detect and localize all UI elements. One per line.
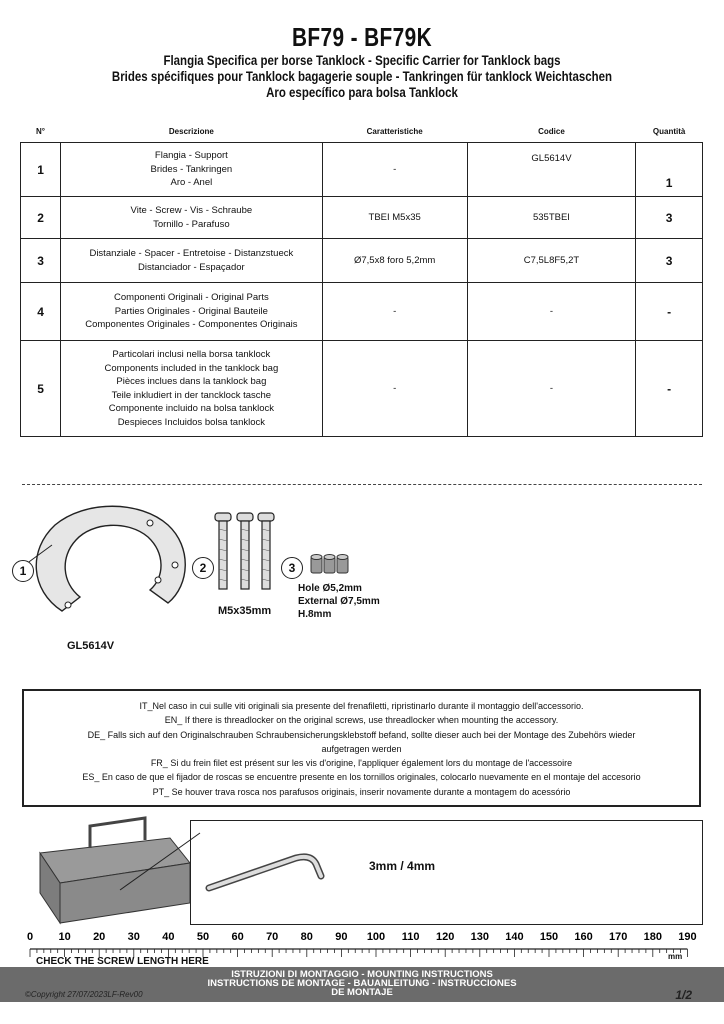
row-characteristics: - — [322, 143, 467, 197]
desc-line: Brides - Tankringen — [150, 163, 233, 175]
row-code: C7,5L8F5,2T — [467, 239, 636, 283]
note-line: PT_ Se houver trava rosca nos parafusos originais, inserir novamente durante a montagem do acessório — [152, 786, 571, 797]
row-description — [61, 341, 323, 437]
row-number: 3 — [21, 239, 61, 283]
row-code: 535TBEI — [467, 197, 636, 239]
spacer-external: External Ø7,5mm — [298, 596, 380, 607]
screws-drawing — [215, 513, 274, 589]
row-quantity: - — [636, 283, 703, 341]
row-number: 2 — [21, 197, 61, 239]
ruler-unit: mm — [668, 952, 683, 961]
table-row — [21, 341, 703, 437]
desc-line: Despieces Incluidos bolsa tanklock — [117, 416, 266, 428]
desc-line: Particolari inclusi nella borsa tanklock — [112, 349, 271, 360]
document-title: BF79 - BF79K — [291, 22, 433, 52]
spacer-height: H.8mm — [298, 609, 332, 620]
note-line: ES_ En caso de que el fijador de roscas se encuentre presente en los tornillos originales, colocarlo nuevamente en el montaje del accesorio — [82, 772, 641, 783]
ruler-label: 180 — [643, 931, 662, 943]
row-number: 1 — [21, 143, 61, 197]
table-row — [21, 239, 703, 283]
desc-line: Components included in the tanklock bag — [104, 362, 279, 374]
desc-line: Distanciador - Espaçador — [138, 261, 245, 273]
row-description — [61, 239, 323, 283]
callout-1: 1 — [12, 560, 34, 582]
callout-3: 3 — [281, 557, 303, 579]
row-quantity: 3 — [636, 239, 703, 283]
desc-line: Aro - Anel — [170, 177, 213, 189]
note-line: EN_ If there is threadlocker on the original screws, use threadlocker when mounting the accessory. — [164, 715, 559, 726]
col-header-characteristics: Caratteristiche — [366, 126, 423, 136]
flange-code-label: GL5614V — [67, 640, 115, 652]
desc-line: Componentes Originales - Componentes Originais — [85, 319, 298, 331]
table-row — [21, 197, 703, 239]
note-line: DE_ Falls sich auf den Originalschrauben Schraubensicherungsklebstoff befand, sollte dieser auch bei der Montage des Zubehörs wieder — [87, 729, 636, 740]
ruler-label: 90 — [335, 931, 348, 943]
footer-line-3: DE MONTAJE — [331, 987, 393, 998]
row-description — [61, 143, 323, 197]
flange-drawing — [36, 506, 185, 611]
spacer-hole: Hole Ø5,2mm — [298, 583, 362, 594]
ruler-label: 40 — [162, 931, 175, 943]
ruler-label: 10 — [58, 931, 71, 943]
row-characteristics: - — [322, 341, 467, 437]
toolbox-drawing — [20, 808, 200, 928]
parts-table — [20, 120, 703, 437]
allen-key-size: 3mm / 4mm — [369, 859, 436, 873]
desc-line: Tornillo - Parafuso — [153, 218, 230, 230]
spacers-drawing — [311, 555, 348, 574]
parts-illustration — [0, 495, 400, 665]
footer-line-1: ISTRUZIONI DI MONTAGGIO - MOUNTING INSTRUCTIONS — [231, 969, 493, 980]
row-quantity: 3 — [636, 197, 703, 239]
ruler-label: 70 — [266, 931, 279, 943]
note-line: aufgetragen werden — [321, 743, 402, 754]
ruler-label: 110 — [401, 931, 420, 943]
callout-2: 2 — [192, 557, 214, 579]
subtitle-line-1: Flangia Specifica per borse Tanklock - Specific Carrier for Tanklock bags — [163, 52, 561, 68]
page-number: 1/2 — [675, 988, 692, 1002]
ruler-label: 120 — [436, 931, 455, 943]
col-header-code: Codice — [538, 126, 565, 136]
ruler-label: 140 — [505, 931, 524, 943]
ruler-label: 80 — [300, 931, 313, 943]
desc-line: Parties Originales - Original Bauteile — [114, 305, 268, 317]
note-line: FR_ Si du frein filet est présent sur les vis d'origine, l'appliquer également lors du montage de l'accessoire — [150, 758, 573, 769]
ruler-label: 130 — [470, 931, 489, 943]
row-quantity: - — [636, 341, 703, 437]
row-code: - — [467, 283, 636, 341]
desc-line: Distanziale - Spacer - Entretoise - Distanzstueck — [89, 248, 294, 259]
col-header-quantity: Quantità — [652, 126, 686, 136]
threadlocker-note — [22, 689, 701, 807]
subtitle-line-2: Brides spécifiques pour Tanklock bagagerie souple - Tankringen für tanklock Weichtaschen — [111, 68, 613, 84]
row-description — [61, 283, 323, 341]
ruler-label: 170 — [609, 931, 628, 943]
row-characteristics: - — [322, 283, 467, 341]
desc-line: Flangia - Support — [154, 150, 228, 162]
ruler-caption: CHECK THE SCREW LENGTH HERE — [36, 956, 209, 967]
row-description — [61, 197, 323, 239]
col-header-description: Descrizione — [168, 126, 214, 136]
footer-line-2: INSTRUCTIONS DE MONTAGE - BAUANLEITUNG - INSTRUCCIONES — [207, 978, 517, 989]
ruler-label: 20 — [93, 931, 106, 943]
tools-panel — [190, 820, 703, 925]
subtitle-line-3: Aro específico para bolsa Tanklock — [266, 84, 458, 100]
table-header-row — [21, 120, 703, 143]
row-code: - — [467, 341, 636, 437]
desc-line: Componente incluido na bolsa tanklock — [108, 403, 275, 414]
document-header — [0, 22, 724, 100]
spacer-specs — [298, 582, 380, 621]
row-quantity: 1 — [636, 143, 703, 197]
desc-line: Componenti Originali - Original Parts — [114, 292, 269, 304]
desc-line: Vite - Screw - Vis - Schraube — [130, 205, 253, 216]
ruler-label: 0 — [26, 931, 34, 943]
desc-line: Teile inkludiert in der tancklock tasche — [111, 389, 272, 401]
dashed-divider — [22, 484, 702, 485]
ruler-label: 150 — [539, 931, 559, 943]
row-code: GL5614V — [467, 143, 636, 197]
ruler-label: 50 — [196, 931, 210, 943]
table-row — [21, 143, 703, 197]
row-characteristics: TBEI M5x35 — [322, 197, 467, 239]
col-header-number: N° — [36, 126, 46, 136]
ruler-label: 160 — [574, 931, 593, 943]
ruler-label: 30 — [127, 931, 140, 943]
table-row — [21, 283, 703, 341]
row-number: 4 — [21, 283, 61, 341]
ruler-label: 60 — [231, 931, 244, 943]
row-number: 5 — [21, 341, 61, 437]
ruler-label: 190 — [678, 931, 697, 943]
note-line: IT_Nel caso in cui sulle viti originali sia presente del frenafiletti, ripristinarlo durante il montaggio dell'accessorio. — [139, 701, 584, 711]
screw-size-label: M5x35mm — [218, 605, 272, 617]
row-characteristics: Ø7,5x8 foro 5,2mm — [322, 239, 467, 283]
ruler-label: 100 — [366, 931, 386, 943]
copyright: ©Copyright 27/07/2023LF-Rev00 — [25, 990, 143, 999]
allen-key-icon — [201, 846, 331, 896]
desc-line: Pièces inclues dans la tanklock bag — [116, 376, 267, 387]
